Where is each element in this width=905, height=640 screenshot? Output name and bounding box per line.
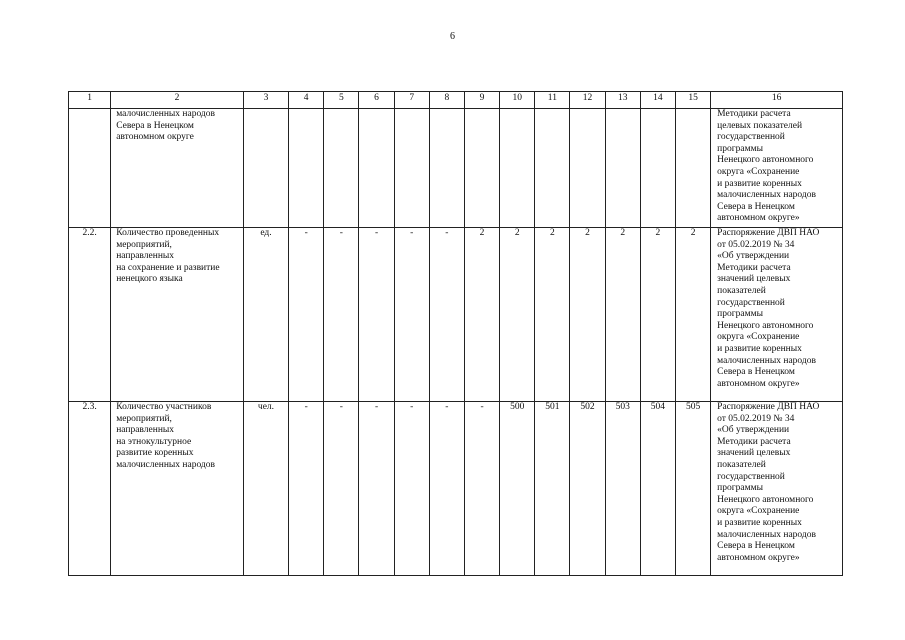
value-cell xyxy=(640,402,675,576)
value-cell xyxy=(570,109,605,228)
unit-cell-text: ед. xyxy=(260,228,272,238)
indicator-name-cell xyxy=(111,109,244,228)
value-cell xyxy=(605,402,640,576)
value-cell-text: - xyxy=(374,402,379,412)
column-header-6: 6 xyxy=(359,92,394,109)
value-cell-text: 2 xyxy=(655,228,661,238)
unit-cell xyxy=(243,228,288,402)
column-header-5: 5 xyxy=(324,92,359,109)
value-cell xyxy=(640,109,675,228)
value-cell xyxy=(394,109,429,228)
value-cell-text: 505 xyxy=(685,402,701,412)
source-document-cell-text: Методики расчета целевых показателей государственной программы Ненецкого автономного округа «Сохранение и развитие коренных малочисленных народов Севера в Ненецком автономном округе» xyxy=(717,109,816,224)
value-cell xyxy=(429,109,464,228)
value-cell xyxy=(289,109,324,228)
source-document-cell-text: Распоряжение ДВП НАО от 05.02.2019 № 34 «Об утверждении Методики расчета значений целевых показателей государственной программы Ненецкого автономного округа «Сохранение и развитие коренных малочисленных народов Севера в Ненецком автономном округе» xyxy=(717,228,820,389)
value-cell-text: 2 xyxy=(690,228,696,238)
value-cell-text: - xyxy=(410,402,414,412)
value-cell-text: - xyxy=(410,228,414,238)
value-cell xyxy=(289,402,324,576)
value-cell xyxy=(464,109,499,228)
column-header-1: 1 xyxy=(69,92,111,109)
value-cell-text: 2 xyxy=(514,228,520,238)
table-header-row xyxy=(69,92,843,109)
value-cell xyxy=(675,109,710,228)
column-header-2: 2 xyxy=(111,92,244,109)
column-header-13: 13 xyxy=(605,92,640,109)
table-row xyxy=(69,109,843,228)
column-header-12: 12 xyxy=(570,92,605,109)
column-header-10: 10 xyxy=(500,92,535,109)
value-cell xyxy=(640,228,675,402)
value-cell xyxy=(500,109,535,228)
indicator-name-cell xyxy=(111,402,244,576)
row-number-cell xyxy=(69,228,111,402)
value-cell xyxy=(359,109,394,228)
value-cell xyxy=(324,109,359,228)
indicators-table xyxy=(68,91,843,576)
value-cell xyxy=(359,228,394,402)
column-header-16: 16 xyxy=(711,92,843,109)
page-number: 6 xyxy=(450,31,455,42)
table-row xyxy=(69,228,843,402)
value-cell-text: - xyxy=(339,402,343,412)
value-cell-text: 2 xyxy=(585,228,590,238)
value-cell xyxy=(675,402,710,576)
value-cell xyxy=(464,228,499,402)
value-cell xyxy=(464,402,499,576)
value-cell-text: - xyxy=(445,228,449,238)
value-cell-text: - xyxy=(304,228,308,238)
value-cell xyxy=(570,228,605,402)
column-header-4: 4 xyxy=(289,92,324,109)
unit-cell xyxy=(243,402,288,576)
value-cell xyxy=(535,109,570,228)
value-cell xyxy=(324,228,359,402)
indicator-name-cell-text: Количество проведенных мероприятий, направленных на сохранение и развитие ненецкого языка xyxy=(116,228,220,285)
column-header-15: 15 xyxy=(675,92,710,109)
value-cell xyxy=(605,228,640,402)
column-header-8: 8 xyxy=(429,92,464,109)
value-cell xyxy=(394,402,429,576)
indicator-name-cell xyxy=(111,228,244,402)
value-cell-text: - xyxy=(374,228,379,238)
value-cell-text: - xyxy=(445,402,449,412)
row-number-cell xyxy=(69,402,111,576)
unit-cell xyxy=(243,109,288,228)
value-cell-text: 503 xyxy=(615,402,630,412)
unit-cell-text: чел. xyxy=(257,402,275,412)
value-cell xyxy=(535,228,570,402)
column-header-11: 11 xyxy=(535,92,570,109)
row-number-cell-text: 2.2. xyxy=(82,228,97,238)
indicator-name-cell-text: малочисленных народов Севера в Ненецком автономном округе xyxy=(116,109,216,143)
value-cell xyxy=(500,402,535,576)
column-header-14: 14 xyxy=(640,92,675,109)
value-cell-text: 501 xyxy=(545,402,560,412)
value-cell xyxy=(570,402,605,576)
source-document-cell-text: Распоряжение ДВП НАО от 05.02.2019 № 34 «Об утверждении Методики расчета значений целевых показателей государственной программы Ненецкого автономного округа «Сохранение и развитие коренных малочисленных народов Севера в Ненецком автономном округе» xyxy=(717,402,820,563)
value-cell-text: 504 xyxy=(650,402,666,412)
value-cell xyxy=(500,228,535,402)
table-row xyxy=(69,402,843,576)
source-document-cell xyxy=(711,109,843,228)
column-header-9: 9 xyxy=(464,92,499,109)
indicator-name-cell-text: Количество участников мероприятий, направленных на этнокультурное развитие коренных малочисленных народов xyxy=(116,402,216,470)
value-cell xyxy=(675,228,710,402)
value-cell xyxy=(535,402,570,576)
row-number-cell-text: 2.3. xyxy=(82,402,97,412)
column-header-7: 7 xyxy=(394,92,429,109)
value-cell-text: - xyxy=(304,402,308,412)
column-header-3: 3 xyxy=(243,92,288,109)
value-cell xyxy=(605,109,640,228)
value-cell xyxy=(429,402,464,576)
value-cell-text: - xyxy=(480,402,484,412)
value-cell xyxy=(429,228,464,402)
value-cell xyxy=(289,228,324,402)
source-document-cell xyxy=(711,402,843,576)
value-cell xyxy=(394,228,429,402)
value-cell-text: - xyxy=(339,228,343,238)
value-cell-text: 2 xyxy=(620,228,626,238)
value-cell-text: 502 xyxy=(580,402,595,412)
value-cell xyxy=(359,402,394,576)
value-cell-text: 500 xyxy=(510,402,525,412)
value-cell xyxy=(324,402,359,576)
value-cell-text: 2 xyxy=(550,228,555,238)
row-number-cell xyxy=(69,109,111,228)
value-cell-text: 2 xyxy=(479,228,485,238)
source-document-cell xyxy=(711,228,843,402)
